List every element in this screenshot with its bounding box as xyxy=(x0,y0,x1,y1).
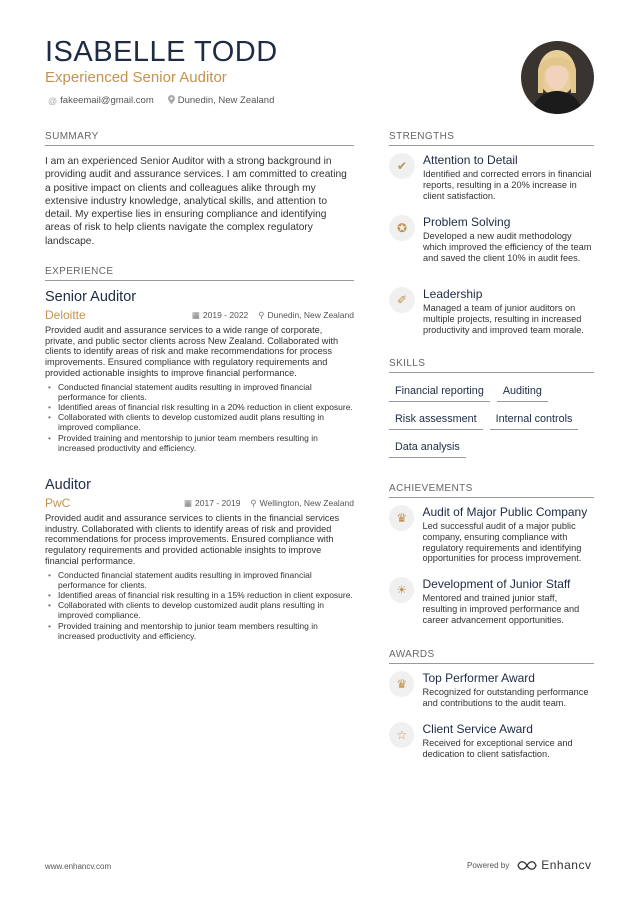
achievements-heading: ACHIEVEMENTS xyxy=(389,483,594,498)
award-title: Top Performer Award xyxy=(422,671,535,685)
achievement-item xyxy=(389,577,594,625)
list-item: • Identified areas of financial risk resulting in a 20% reduction in client exposure. xyxy=(58,402,354,412)
strength-title: Problem Solving xyxy=(423,215,511,229)
job-bullets xyxy=(45,382,354,453)
list-item: • Conducted financial statement audits resulting in improved financial performance for clients. xyxy=(58,382,354,402)
list-item: • Collaborated with clients to develop customized audit plans resulting in improved compliance. xyxy=(58,412,354,432)
award-title: Client Service Award xyxy=(422,722,533,736)
wand-icon: ✐ xyxy=(389,287,415,313)
awards-heading: AWARDS xyxy=(389,649,594,664)
company-name: PwC xyxy=(45,496,71,510)
job-location: Dunedin, New Zealand xyxy=(267,309,354,320)
email-text: fakeemail@gmail.com xyxy=(60,95,154,106)
award-item xyxy=(389,722,594,760)
skill-tag: Auditing xyxy=(497,385,548,402)
strength-title: Leadership xyxy=(423,287,483,301)
list-item: • Identified areas of financial risk resulting in a 15% reduction in client exposure. xyxy=(58,590,354,600)
company-name: Deloitte xyxy=(45,308,86,322)
skill-tag: Internal controls xyxy=(490,413,579,430)
job-bullets xyxy=(45,570,354,641)
achievement-item xyxy=(389,505,594,564)
email-item[interactable] xyxy=(48,95,154,106)
profile-photo xyxy=(521,41,594,114)
list-item: • Provided training and mentorship to junior team members resulting in increased productivity and efficiency. xyxy=(58,621,354,641)
map-pin-icon: ⚲ xyxy=(258,309,265,320)
strength-item xyxy=(389,153,594,201)
summary-text: I am an experienced Senior Auditor with a strong background in providing audit and assurance services. I am committed to creating a positive impact on clients and colleagues alike through my extensive industry knowledge, analytical skills, and attention to detail. My expertise lies in ensuring compliance and identifying areas of risk to help clients navigate the complex regulatory landscape. xyxy=(45,156,347,247)
job-entry xyxy=(45,477,354,641)
summary-heading: SUMMARY xyxy=(45,131,354,146)
at-icon: @ xyxy=(48,95,58,106)
list-item: • Conducted financial statement audits resulting in improved financial performance for clients. xyxy=(58,570,354,590)
job-title: Senior Auditor xyxy=(45,289,137,305)
location-item xyxy=(168,95,275,106)
achievement-title: Audit of Major Public Company xyxy=(422,505,588,519)
skill-tag: Financial reporting xyxy=(389,385,490,402)
ribbon-icon: ✪ xyxy=(389,215,415,241)
footer-website[interactable]: www.enhancv.com xyxy=(45,862,112,871)
job-dates: 2017 - 2019 xyxy=(195,497,241,508)
strength-title: Attention to Detail xyxy=(423,153,518,167)
strength-desc: Developed a new audit methodology which improved the efficiency of the team and saved the client 10% in audit fees. xyxy=(423,231,592,263)
achievement-title: Development of Junior Staff xyxy=(422,577,571,591)
footer-branding xyxy=(467,858,591,872)
map-pin-icon: ⚲ xyxy=(250,497,257,508)
contact-row xyxy=(48,95,274,106)
achievement-desc: Led successful audit of a major public company, ensuring compliance with regulatory requirements and identifying opportunities for process improvement. xyxy=(422,521,582,564)
trophy-icon: ♛ xyxy=(389,671,414,697)
enhancv-logo-icon xyxy=(517,860,537,871)
strength-item xyxy=(389,215,594,263)
location-text: Dunedin, New Zealand xyxy=(177,95,275,106)
skill-tag: Data analysis xyxy=(389,441,466,458)
powered-by-text: Powered by xyxy=(467,860,510,870)
skills-list xyxy=(389,385,599,458)
job-entry xyxy=(45,289,354,453)
brand-text: Enhancv xyxy=(541,858,592,872)
calendar-icon: ▦ xyxy=(191,309,200,320)
award-desc: Recognized for outstanding performance and contributions to the audit team. xyxy=(422,687,589,708)
strengths-heading: STRENGTHS xyxy=(389,131,594,146)
experience-heading: EXPERIENCE xyxy=(45,266,354,281)
skills-heading: SKILLS xyxy=(389,358,594,373)
list-item: • Provided training and mentorship to junior team members resulting in increased productivity and efficiency. xyxy=(58,433,354,453)
calendar-icon: ▦ xyxy=(184,497,193,508)
strength-desc: Identified and corrected errors in financial reports, resulting in a 20% increase in client satisfaction. xyxy=(423,169,592,201)
list-item: • Collaborated with clients to develop customized audit plans resulting in improved compliance. xyxy=(58,600,354,620)
achievement-desc: Mentored and trained junior staff, resulting in improved performance and career advancement opportunities. xyxy=(422,593,580,625)
strength-desc: Managed a team of junior auditors on multiple projects, resulting in increased productivity and improved team morale. xyxy=(423,303,584,335)
candidate-role: Experienced Senior Auditor xyxy=(45,69,227,86)
job-location: Wellington, New Zealand xyxy=(259,497,354,508)
star-icon: ☆ xyxy=(389,722,414,748)
award-item xyxy=(389,671,594,709)
strength-item xyxy=(389,287,594,335)
bulb-icon: ☀ xyxy=(389,577,414,603)
job-dates: 2019 - 2022 xyxy=(202,309,249,320)
check-icon: ✔ xyxy=(389,153,415,179)
job-description: Provided audit and assurance services to clients in the financial services industry. Collaborated with clients to identify areas of risk and provided recommendations for process improvements. Ensured compliance with regulatory requirements and provided actionable insights to improve financial performance. xyxy=(45,513,340,566)
job-title: Auditor xyxy=(45,477,91,493)
candidate-name: ISABELLE TODD xyxy=(45,36,278,68)
trophy-icon: ♛ xyxy=(389,505,414,531)
enhancv-logo[interactable] xyxy=(517,858,591,872)
map-pin-icon xyxy=(168,95,175,106)
award-desc: Received for exceptional service and dedication to client satisfaction. xyxy=(422,738,573,759)
job-description: Provided audit and assurance services to a wide range of corporate, private, and public sector clients across New Zealand. Collaborated with clients to identify areas of risk and make recommendations for process improvements. Ensured compliance with regulatory requirements and provided actionable insights to improve financial performance. xyxy=(45,325,339,378)
skill-tag: Risk assessment xyxy=(389,413,483,430)
